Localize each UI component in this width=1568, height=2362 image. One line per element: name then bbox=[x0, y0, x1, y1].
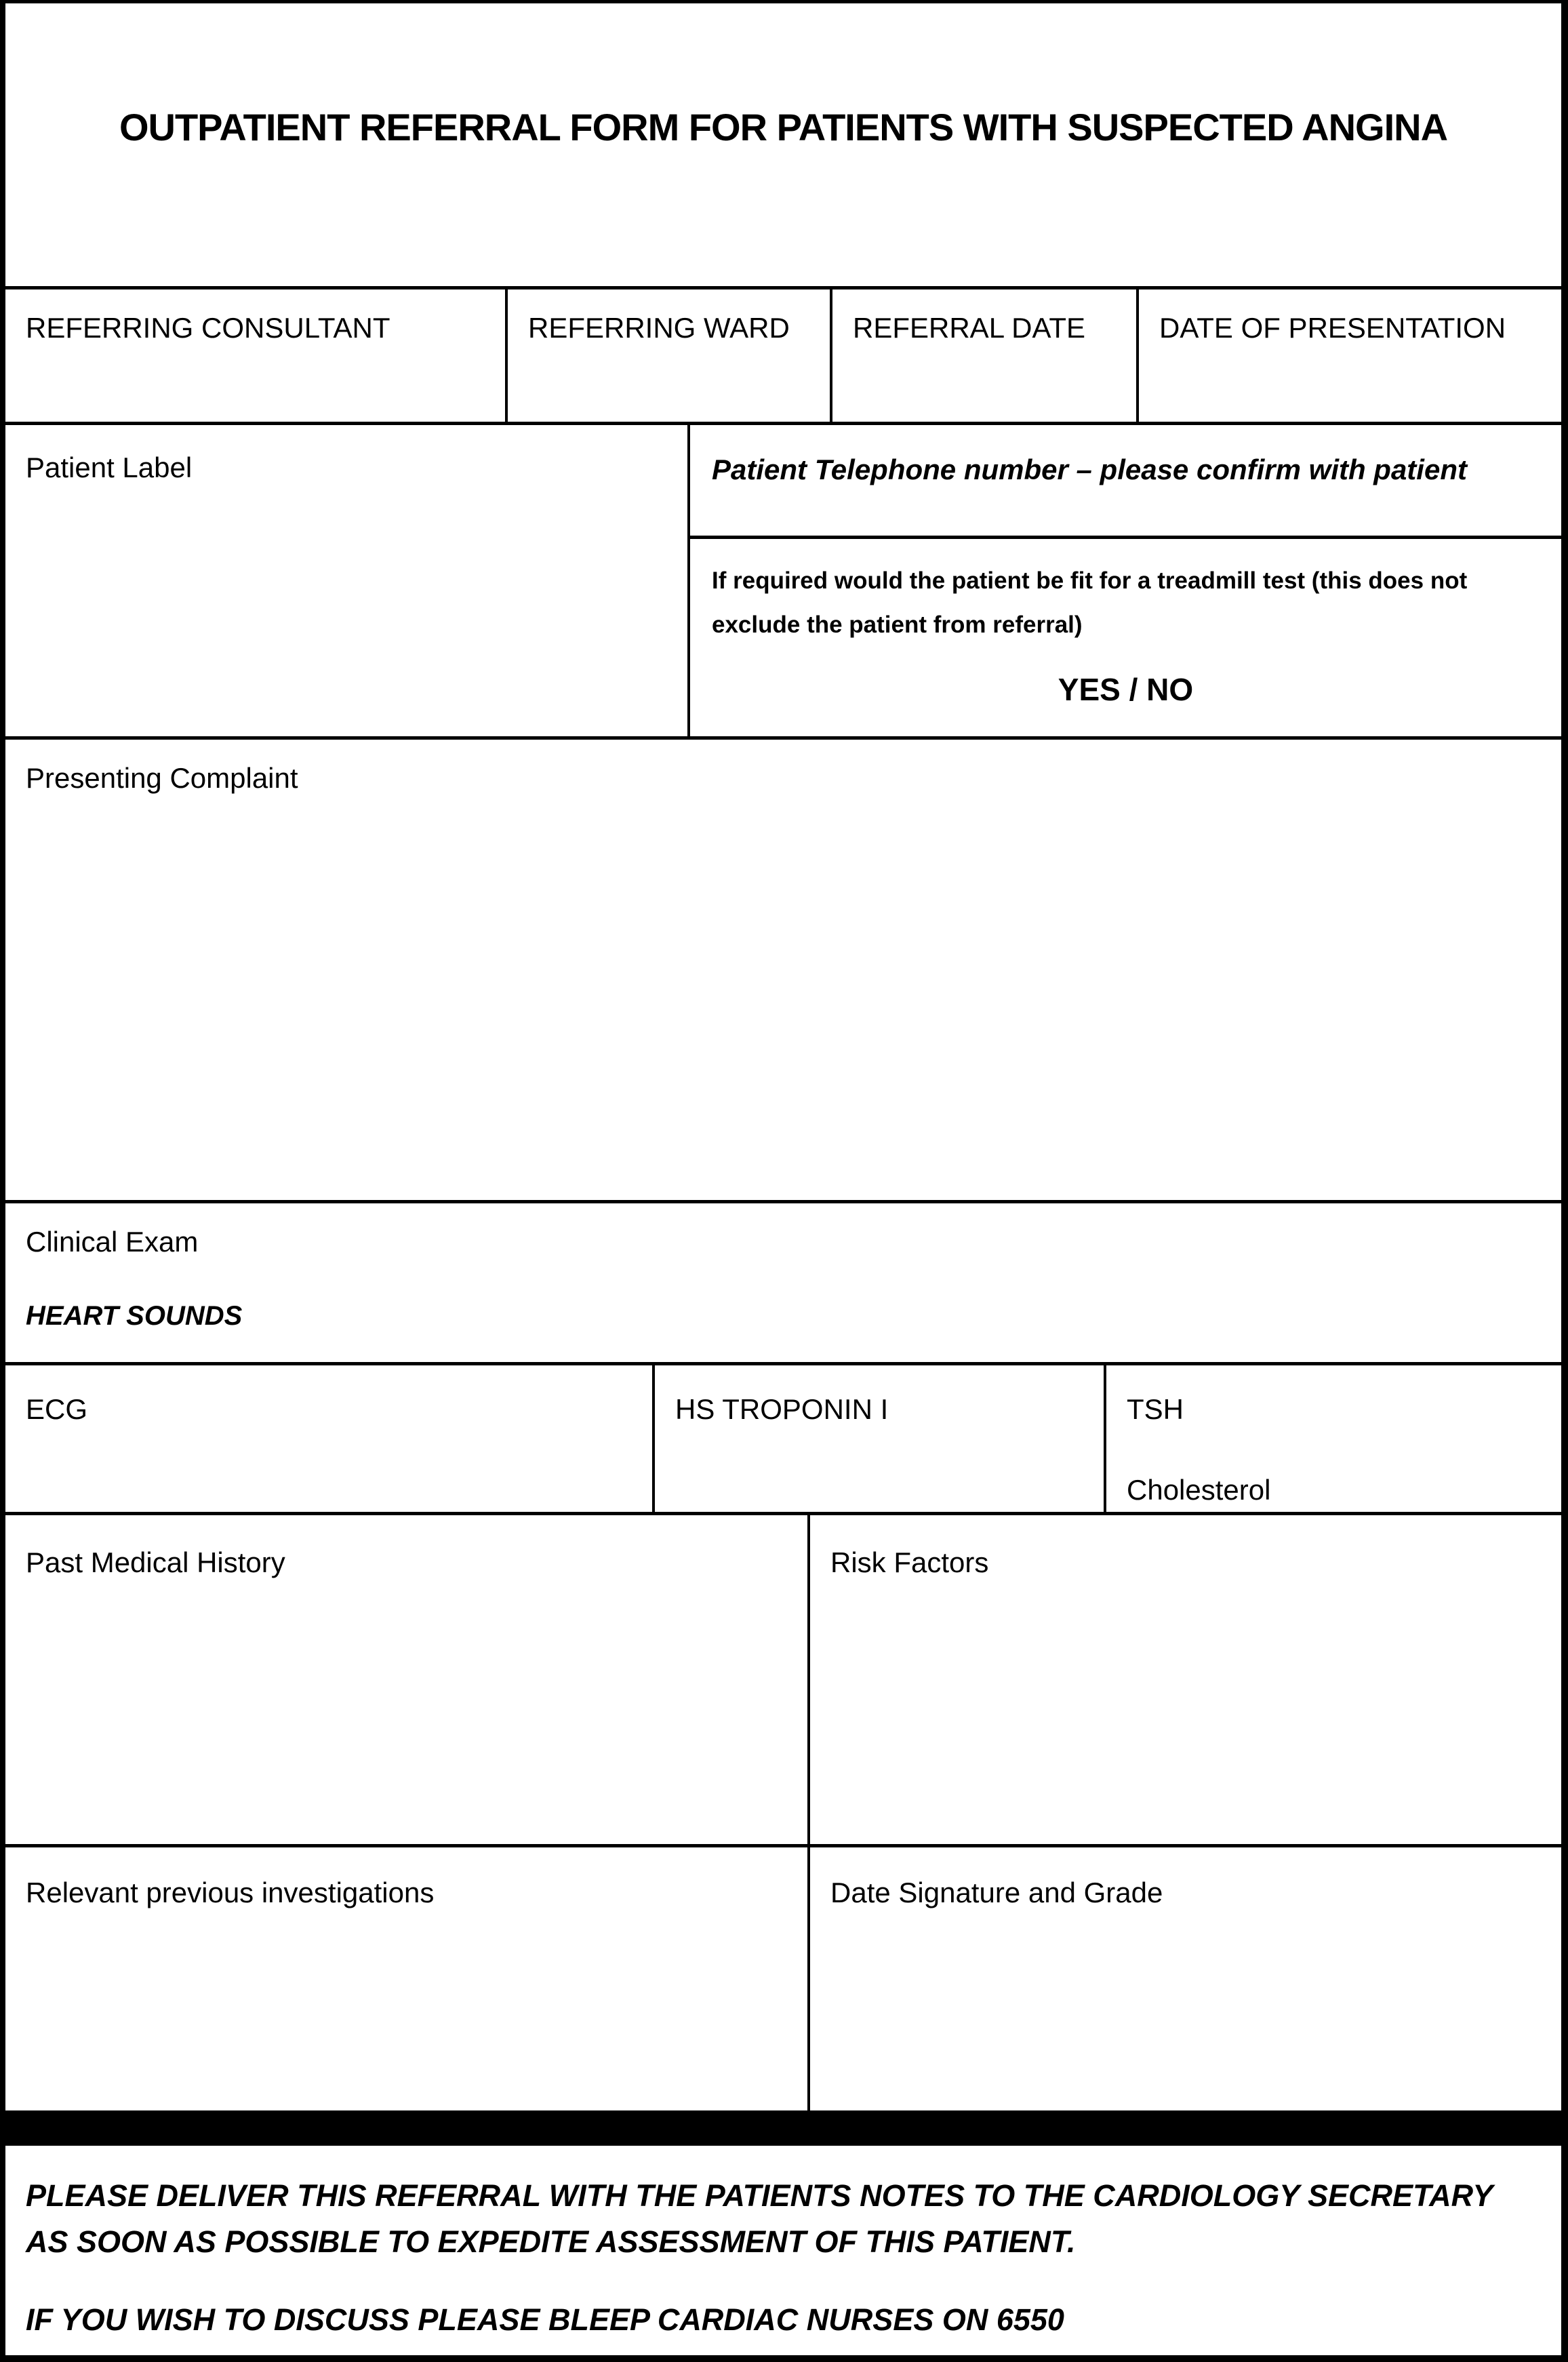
previous-investigations-field[interactable] bbox=[5, 1922, 807, 2110]
patient-label: Patient Label bbox=[26, 452, 193, 483]
treadmill-question: If required would the patient be fit for a treadmill test (this does not exclude the patient from referral) bbox=[712, 567, 1468, 638]
troponin-label: HS TROPONIN I bbox=[675, 1393, 889, 1425]
page-title: OUTPATIENT REFERRAL FORM FOR PATIENTS WITH SUSPECTED ANGINA bbox=[119, 106, 1448, 148]
risk-factors-cell bbox=[810, 1515, 1561, 1844]
clinical-exam-cell bbox=[5, 1203, 1561, 1365]
telephone-label: Patient Telephone number – please confirm with patient bbox=[712, 454, 1467, 485]
heart-sounds-label: HEART SOUNDS bbox=[26, 1301, 243, 1332]
troponin-field[interactable] bbox=[655, 1440, 1104, 1512]
past-medical-history-cell bbox=[5, 1515, 810, 1844]
ecg-cell bbox=[5, 1365, 655, 1512]
past-medical-history-label: Past Medical History bbox=[26, 1546, 285, 1578]
footer-discuss-note: IF YOU WISH TO DISCUSS PLEASE BLEEP CARDIAC NURSES ON 6550 bbox=[26, 2302, 1064, 2337]
tests-row bbox=[5, 1365, 1561, 1515]
investigations-row bbox=[5, 1847, 1561, 2110]
clinical-exam-label: Clinical Exam bbox=[26, 1226, 199, 1258]
risk-factors-field[interactable] bbox=[810, 1590, 1561, 1844]
referral-date-label: REFERRAL DATE bbox=[853, 312, 1086, 344]
past-medical-history-field[interactable] bbox=[5, 1590, 807, 1844]
presentation-date-label: DATE OF PRESENTATION bbox=[1159, 312, 1506, 344]
troponin-cell bbox=[655, 1365, 1106, 1512]
form-sheet bbox=[5, 3, 1561, 2355]
previous-investigations-label: Relevant previous investigations bbox=[26, 1877, 435, 1908]
signature-cell bbox=[810, 1847, 1561, 2110]
history-row bbox=[5, 1515, 1561, 1847]
presenting-complaint-label: Presenting Complaint bbox=[26, 762, 298, 794]
previous-investigations-cell bbox=[5, 1847, 810, 2110]
referring-consultant-label: REFERRING CONSULTANT bbox=[26, 312, 390, 344]
cholesterol-label: Cholesterol bbox=[1127, 1474, 1271, 1506]
ecg-field[interactable] bbox=[5, 1440, 652, 1512]
tsh-label: TSH bbox=[1127, 1393, 1184, 1425]
footer-delivery-note: PLEASE DELIVER THIS REFERRAL WITH THE PATIENTS NOTES TO THE CARDIOLOGY SECRETARY AS SOON AS POSSIBLE TO EXPEDITE ASSESSMENT OF THIS PATIENT. bbox=[26, 2178, 1493, 2259]
treadmill-yes-no[interactable]: YES / NO bbox=[1058, 671, 1194, 707]
tsh-cell bbox=[1106, 1365, 1561, 1512]
signature-field[interactable] bbox=[810, 1922, 1561, 2110]
signature-label: Date Signature and Grade bbox=[830, 1877, 1163, 1908]
risk-factors-label: Risk Factors bbox=[830, 1546, 989, 1578]
referring-ward-label: REFERRING WARD bbox=[528, 312, 790, 344]
ecg-label: ECG bbox=[26, 1393, 88, 1425]
